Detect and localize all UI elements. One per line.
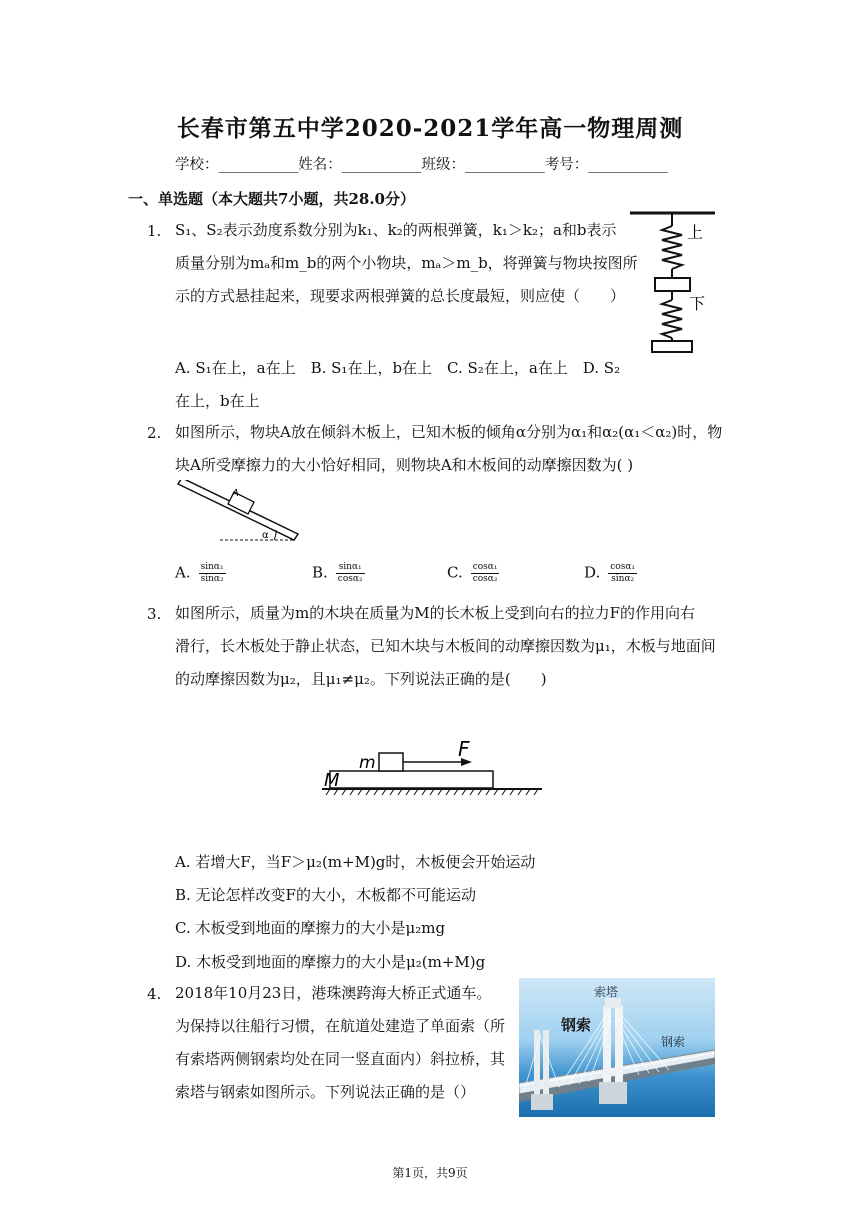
option-d-label: D. xyxy=(584,563,601,582)
option-c-label: C. xyxy=(447,563,463,582)
bridge-label-tower: 索塔 xyxy=(594,985,619,999)
block-board-figure xyxy=(320,735,545,803)
question-3-option-c: C. 木板受到地面的摩擦力的大小是μ₂mg xyxy=(175,919,446,937)
option-b-label: B. xyxy=(312,563,328,582)
student-info-line: 学校：___________姓名：___________班级：___________考号：___________ xyxy=(175,157,668,173)
option-a-denominator: sinα₂ xyxy=(200,574,224,584)
document-title: 长春市第五中学2020-2021学年高一物理周测 xyxy=(176,115,684,142)
section-header: 一、单选题（本大题共7小题，共28.0分） xyxy=(128,190,415,208)
spring-label-bottom: 下 xyxy=(689,294,706,313)
question-1-options-line-1: A. S₁在上，a在上 B. S₁在上，b在上 C. S₂在上，a在上 D. S₂ xyxy=(175,359,621,377)
option-b-denominator: cosα₂ xyxy=(337,574,363,584)
option-c-numerator: cosα₁ xyxy=(472,562,498,572)
option-d-numerator: cosα₁ xyxy=(610,562,636,572)
question-4-line-1: 2018年10月23日，港珠澳跨海大桥正式通车。 xyxy=(175,984,492,1002)
question-2-line-1: 如图所示，物块A放在倾斜木板上，已知木板的倾角α分别为α₁和α₂(α₁＜α₂)时，物 xyxy=(175,423,723,441)
option-c-denominator: cosα₂ xyxy=(472,574,498,584)
incline-figure xyxy=(170,480,305,550)
figure-label-f: F xyxy=(458,737,470,761)
question-2-option-b xyxy=(312,562,365,585)
bridge-photo xyxy=(519,978,715,1117)
question-3-option-b: B. 无论怎样改变F的大小，木板都不可能运动 xyxy=(175,886,476,904)
option-a-numerator: sinα₁ xyxy=(200,562,224,572)
question-1-line-2: 质量分别为mₐ和m_b的两个小物块，mₐ＞m_b，将弹簧与物块按图所 xyxy=(175,254,638,272)
question-3-line-1: 如图所示，质量为m的木块在质量为M的长木板上受到向右的拉力F的作用向右 xyxy=(175,604,695,622)
question-1-line-1: S₁、S₂表示劲度系数分别为k₁、k₂的两根弹簧，k₁＞k₂；a和b表示 xyxy=(175,221,617,239)
question-2-option-a xyxy=(175,562,226,585)
incline-label-a: A xyxy=(232,488,239,499)
bridge-label-cable-right: 钢索 xyxy=(661,1035,686,1049)
option-a-label: A. xyxy=(175,563,191,582)
question-3-line-3: 的动摩擦因数为μ₂，且μ₁≠μ₂。下列说法正确的是( ) xyxy=(175,670,547,688)
question-3-option-d: D. 木板受到地面的摩擦力的大小是μ₂(m+M)g xyxy=(175,953,486,971)
question-1-options-line-2: 在上，b在上 xyxy=(175,392,260,410)
question-3-line-2: 滑行，长木板处于静止状态，已知木块与木板间的动摩擦因数为μ₁，木板与地面间 xyxy=(175,637,716,655)
question-4-line-4: 索塔与钢索如图所示。下列说法正确的是（） xyxy=(175,1083,476,1101)
question-2-number: 2. xyxy=(147,424,162,442)
figure-label-big-m: M xyxy=(324,770,340,791)
question-1-line-3: 示的方式悬挂起来，现要求两根弹簧的总长度最短，则应使（ ） xyxy=(175,287,626,305)
bridge-label-cable-left: 钢索 xyxy=(561,1016,592,1034)
question-4-line-2: 为保持以往船行习惯，在航道处建造了单面索（所 xyxy=(175,1017,506,1035)
spring-label-top: 上 xyxy=(687,223,704,242)
question-2-line-2: 块A所受摩擦力的大小恰好相同，则物块A和木板间的动摩擦因数为( ) xyxy=(175,456,634,474)
question-3-option-a: A. 若增大F，当F＞μ₂(m+M)g时，木板便会开始运动 xyxy=(175,853,536,871)
option-b-numerator: sinα₁ xyxy=(336,562,365,574)
question-1-number: 1. xyxy=(147,222,162,240)
spring-figure xyxy=(625,208,720,356)
question-4-line-3: 有索塔两侧钢索均处在同一竖直面内）斜拉桥，其 xyxy=(175,1050,506,1068)
question-4-number: 4. xyxy=(147,985,162,1003)
question-3-number: 3. xyxy=(147,605,162,623)
question-2-option-c xyxy=(447,562,499,585)
page-footer: 第1页，共9页 xyxy=(392,1166,468,1180)
bridge-illustration xyxy=(519,978,715,1117)
question-2-option-d xyxy=(584,562,637,585)
incline-label-angle: α xyxy=(262,530,269,541)
option-d-denominator: sinα₂ xyxy=(611,574,635,584)
figure-label-m: m xyxy=(359,753,376,773)
